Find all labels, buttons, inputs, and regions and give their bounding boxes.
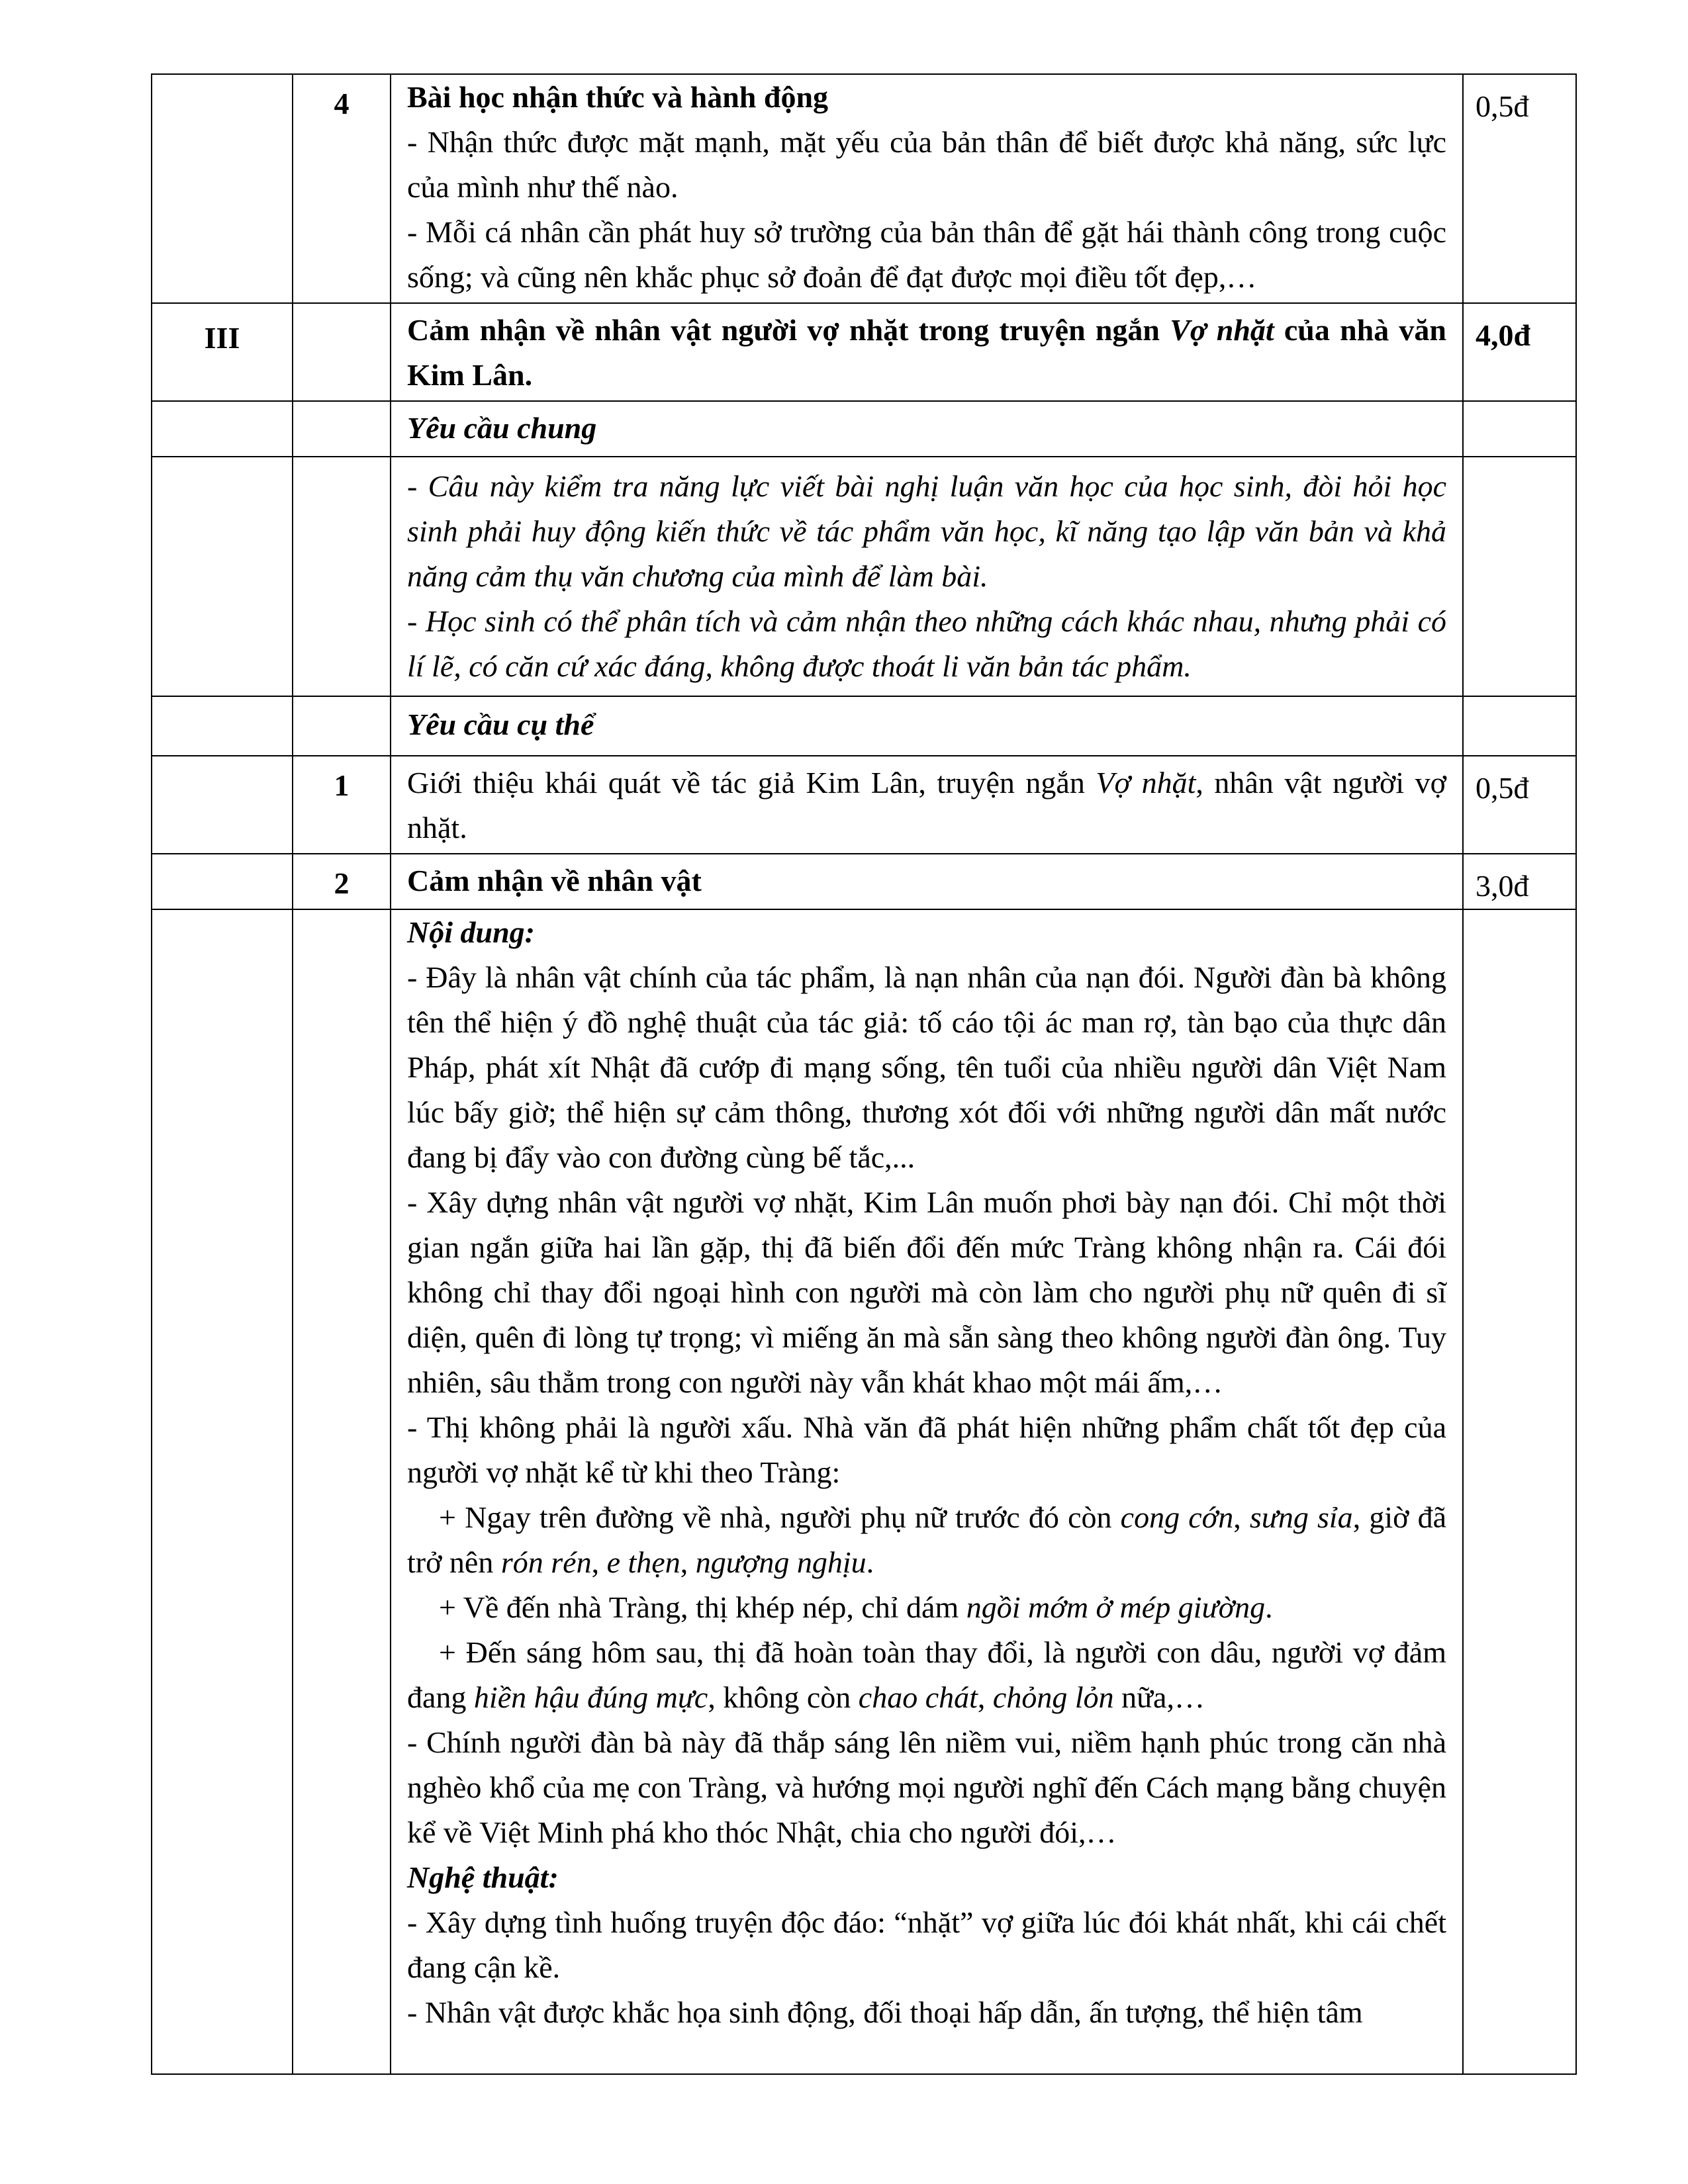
content-cell bbox=[391, 909, 1463, 2074]
points-cell: 0,5đ bbox=[1463, 756, 1576, 854]
content-paragraph: - Thị không phải là người xấu. Nhà văn đã phát hiện những phẩm chất tốt đẹp của người vợ nhặt kể từ khi theo Tràng: bbox=[407, 1410, 1446, 1489]
item-number-empty bbox=[293, 303, 391, 401]
text-run: , không còn bbox=[708, 1680, 859, 1714]
text-run: ngồi mớm ở mép giường bbox=[966, 1590, 1266, 1624]
requirements-heading: Yêu cầu cụ thể bbox=[407, 707, 594, 741]
content-paragraph: - Chính người đàn bà này đã thắp sáng lên niềm vui, niềm hạnh phúc trong căn nhà nghèo khổ của mẹ con Tràng, và hướng mọi người nghĩ đến Cách mạng bằng chuyện kể về Việt Minh phá kho thóc Nhật, chia cho người đói,… bbox=[407, 1725, 1446, 1849]
table-row bbox=[152, 401, 1576, 457]
answer-key-table bbox=[151, 73, 1577, 2075]
art-heading: Nghệ thuật: bbox=[407, 1860, 559, 1894]
text-run: chao chát bbox=[858, 1680, 978, 1714]
text-run: nữa,… bbox=[1113, 1680, 1205, 1714]
text-run: cong cớn bbox=[1120, 1500, 1234, 1534]
section-title bbox=[391, 303, 1463, 401]
text-run: ngượng nghịu bbox=[695, 1545, 867, 1579]
text-run: , bbox=[1233, 1500, 1250, 1534]
text-run: e thẹn bbox=[606, 1545, 680, 1579]
work-title: Vợ nhặt bbox=[1096, 766, 1196, 799]
text-run: , bbox=[680, 1545, 696, 1579]
section-cell bbox=[152, 74, 293, 303]
content-paragraph: - Câu này kiểm tra năng lực viết bài nghị luận văn học của học sinh, đòi hỏi học sinh phải huy động kiến thức về tác phẩm văn học, kĩ năng tạo lập văn bản và khả năng cảm thụ văn chương của mình để làm bài. bbox=[407, 469, 1446, 593]
content-paragraph: - Học sinh có thể phân tích và cảm nhận theo những cách khác nhau, nhưng phải có lí lẽ, có căn cứ xác đáng, không được thoát li văn bản tác phẩm. bbox=[407, 604, 1446, 683]
item-number: 2 bbox=[293, 854, 391, 909]
content-paragraph: - Nhân vật được khắc họa sinh động, đối thoại hấp dẫn, ấn tượng, thể hiện tâm bbox=[407, 1995, 1363, 2029]
content-paragraph: - Nhận thức được mặt mạnh, mặt yếu của bản thân để biết được khả năng, sức lực của mình như thế nào. bbox=[407, 125, 1446, 204]
table-row bbox=[152, 74, 1576, 303]
points-cell: 0,5đ bbox=[1463, 74, 1576, 303]
text-run: + Về đến nhà Tràng, thị khép nép, chỉ dám bbox=[439, 1590, 966, 1624]
text-run: + Đến sáng hôm sau, thị đã hoàn toàn thay đổi, là người con dâu, người vợ đảm đang bbox=[407, 1635, 1446, 1714]
text-run: hiền hậu đúng mực bbox=[473, 1680, 708, 1714]
content-text: , nhân vật người vợ nhặt. bbox=[407, 766, 1446, 844]
points-cell: 3,0đ bbox=[1463, 854, 1576, 909]
item-number: 4 bbox=[293, 74, 391, 303]
item-number: 1 bbox=[293, 756, 391, 854]
content-paragraph: - Mỗi cá nhân cần phát huy sở trường của bản thân để gặt hái thành công trong cuộc sống; và cũng nên khắc phục sở đoản để đạt được mọi điều tốt đẹp,… bbox=[407, 215, 1446, 294]
item-title: Bài học nhận thức và hành động bbox=[407, 80, 829, 114]
heading-cell bbox=[391, 401, 1463, 457]
table-row bbox=[152, 756, 1576, 854]
content-paragraph bbox=[407, 1630, 1446, 1720]
content-paragraph bbox=[407, 1495, 1446, 1585]
text-run: , bbox=[591, 1545, 607, 1579]
item-title: Cảm nhận về nhân vật bbox=[407, 864, 702, 897]
table-row bbox=[152, 909, 1576, 2074]
text-run: , giờ đã trở nên bbox=[407, 1500, 1447, 1579]
content-cell bbox=[391, 756, 1463, 854]
content-paragraph bbox=[407, 1585, 1446, 1630]
requirements-heading: Yêu cầu chung bbox=[407, 411, 597, 445]
table-row bbox=[152, 457, 1576, 696]
text-run: sưng sỉa bbox=[1249, 1500, 1353, 1534]
content-paragraph: - Xây dựng tình huống truyện độc đáo: “nhặt” vợ giữa lúc đói khát nhất, khi cái chết đang cận kề. bbox=[407, 1905, 1446, 1984]
heading-cell bbox=[391, 696, 1463, 756]
section-title-text: Cảm nhận về nhân vật người vợ nhặt trong truyện ngắn bbox=[407, 313, 1170, 347]
work-title: Vợ nhặt bbox=[1170, 313, 1274, 347]
content-paragraph: - Đây là nhân vật chính của tác phẩm, là nạn nhân của nạn đói. Người đàn bà không tên thể hiện ý đồ nghệ thuật của tác giả: tố cáo tội ác man rợ, tàn bạo của thực dân Pháp, phát xít Nhật đã cướp đi mạng sống, tên tuổi của nhiều người dân Việt Nam lúc bấy giờ; thể hiện sự cảm thông, thương xót đối với những người dân mất nước đang bị đẩy vào con đường cùng bế tắc,... bbox=[407, 960, 1446, 1174]
content-cell bbox=[391, 74, 1463, 303]
text-run: . bbox=[866, 1545, 874, 1579]
content-cell bbox=[391, 457, 1463, 696]
section-title-text: của nhà văn Kim Lân. bbox=[407, 313, 1447, 392]
text-run: + Ngay trên đường về nhà, người phụ nữ trước đó còn bbox=[439, 1500, 1121, 1534]
text-run: rón rén bbox=[500, 1545, 592, 1579]
table-row bbox=[152, 303, 1576, 401]
table-row bbox=[152, 854, 1576, 909]
content-cell bbox=[391, 854, 1463, 909]
content-heading: Nội dung: bbox=[407, 915, 535, 949]
text-run: chỏng lỏn bbox=[992, 1680, 1114, 1714]
content-paragraph: - Xây dựng nhân vật người vợ nhặt, Kim Lân muốn phơi bày nạn đói. Chỉ một thời gian ngắn giữa hai lần gặp, thị đã biến đổi đến mức Tràng không nhận ra. Cái đói không chỉ thay đổi ngoại hình con người mà còn làm cho người phụ nữ quên đi sĩ diện, quên đi lòng tự trọng; vì miếng ăn mà sẵn sàng theo không người đàn ông. Tuy nhiên, sâu thẳm trong con người này vẫn khát khao một mái ấm,… bbox=[407, 1185, 1446, 1399]
text-run: . bbox=[1265, 1590, 1273, 1624]
text-run: , bbox=[977, 1680, 993, 1714]
table-row bbox=[152, 696, 1576, 756]
points-cell: 4,0đ bbox=[1463, 303, 1576, 401]
section-number: III bbox=[152, 303, 293, 401]
content-text: Giới thiệu khái quát về tác giả Kim Lân, truyện ngắn bbox=[407, 766, 1096, 799]
